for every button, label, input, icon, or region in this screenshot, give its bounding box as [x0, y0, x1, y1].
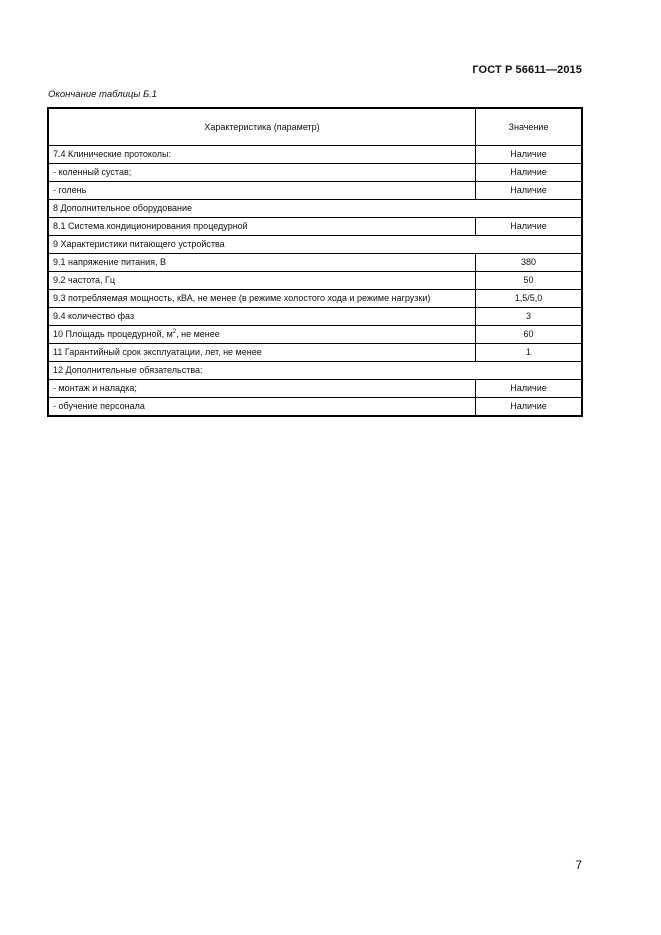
table-row — [48, 200, 582, 218]
table-row — [48, 218, 582, 236]
table-row — [48, 362, 582, 380]
table-row — [48, 308, 582, 326]
value-cell: 1,5/5,0 — [476, 290, 583, 308]
characteristic-cell: - голень — [48, 182, 476, 200]
value-cell: 50 — [476, 272, 583, 290]
section-heading-cell: 8 Дополнительное оборудование — [48, 200, 582, 218]
value-cell: Наличие — [476, 398, 583, 417]
characteristic-cell: - монтаж и наладка; — [48, 380, 476, 398]
table-row — [48, 272, 582, 290]
specification-table — [47, 107, 583, 417]
section-heading-cell: 12 Дополнительные обязательства: — [48, 362, 582, 380]
superscript: 2 — [172, 329, 177, 335]
section-heading-cell: 9 Характеристики питающего устройства — [48, 236, 582, 254]
column-header-characteristic: Характеристика (параметр) — [48, 108, 476, 146]
column-header-value: Значение — [476, 108, 583, 146]
value-cell: Наличие — [476, 218, 583, 236]
characteristic-cell: 11 Гарантийный срок эксплуатации, лет, не менее — [48, 344, 476, 362]
page-number: 7 — [575, 858, 582, 872]
table-row — [48, 182, 582, 200]
value-cell: Наличие — [476, 164, 583, 182]
table-header-row — [48, 108, 582, 146]
table-row — [48, 164, 582, 182]
document-code: ГОСТ Р 56611—2015 — [472, 64, 582, 76]
value-cell: Наличие — [476, 182, 583, 200]
characteristic-cell: 9.4 количество фаз — [48, 308, 476, 326]
value-cell: 3 — [476, 308, 583, 326]
value-cell: Наличие — [476, 380, 583, 398]
characteristic-text: 10 Площадь процедурной, м — [53, 329, 173, 339]
characteristic-cell: 9.1 напряжение питания, В — [48, 254, 476, 272]
characteristic-cell: 9.2 частота, Гц — [48, 272, 476, 290]
characteristic-cell: 9.3 потребляемая мощность, кВА, не менее (в режиме холостого хода и режиме нагрузки) — [48, 290, 476, 308]
characteristic-suffix: , не менее — [176, 329, 220, 339]
characteristic-cell: - коленный сустав; — [48, 164, 476, 182]
characteristic-cell: - обучение персонала — [48, 398, 476, 417]
table-row — [48, 236, 582, 254]
table-caption: Окончание таблицы Б.1 — [48, 89, 158, 100]
value-cell: 1 — [476, 344, 583, 362]
table-row — [48, 344, 582, 362]
table-row — [48, 398, 582, 417]
table-row — [48, 254, 582, 272]
table-row — [48, 326, 582, 344]
table-body — [48, 146, 582, 417]
characteristic-cell: 7.4 Клинические протоколы: — [48, 146, 476, 164]
table-row — [48, 146, 582, 164]
table-row — [48, 290, 582, 308]
value-cell: 60 — [476, 326, 583, 344]
table-row — [48, 380, 582, 398]
characteristic-cell: 8.1 Система кондиционирования процедурной — [48, 218, 476, 236]
value-cell: 380 — [476, 254, 583, 272]
value-cell: Наличие — [476, 146, 583, 164]
characteristic-cell — [48, 326, 476, 344]
